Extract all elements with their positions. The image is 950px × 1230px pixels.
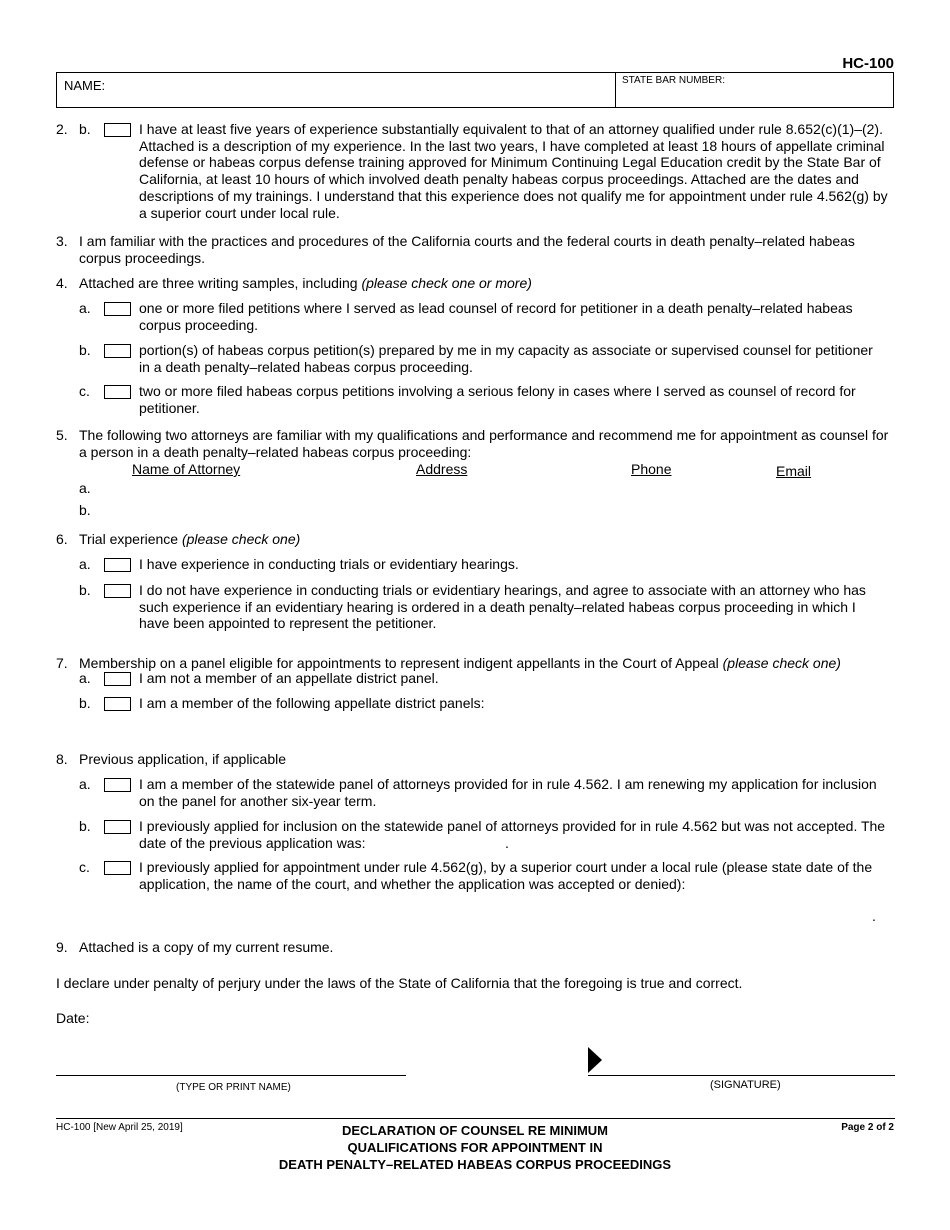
item-8b-text: I previously applied for inclusion on the statewide panel of attorneys provided for in rule 4.562 but was not accepted. The date of the previous application was:	[139, 818, 886, 851]
signature-line[interactable]	[588, 1075, 895, 1076]
name-label: NAME:	[64, 78, 106, 93]
item-8c-letter: c.	[79, 859, 90, 875]
footer-rule	[56, 1118, 895, 1119]
item-4a-letter: a.	[79, 300, 91, 316]
item-2-number: 2.	[56, 121, 68, 137]
item-8b-period: .	[505, 835, 509, 851]
footer-revision: HC-100 [New April 25, 2019]	[56, 1122, 183, 1133]
item-7b-checkbox[interactable]	[104, 697, 131, 711]
item-6a-letter: a.	[79, 556, 91, 572]
declaration-text: I declare under penalty of perjury under the laws of the State of California that the foregoing is true and correct.	[56, 975, 743, 991]
item-4b-text: portion(s) of habeas corpus petition(s) prepared by me in my capacity as associate or supervised counsel for petitioner in a death penalty–related habeas corpus proceeding.	[139, 342, 873, 375]
item-8c-checkbox[interactable]	[104, 861, 131, 875]
print-name-line[interactable]	[56, 1075, 406, 1076]
item-8a-letter: a.	[79, 776, 91, 792]
item-6-number: 6.	[56, 531, 68, 547]
item-5b-letter: b.	[79, 502, 91, 518]
header-fields	[56, 72, 894, 108]
item-8-text: Previous application, if applicable	[79, 751, 287, 767]
item-5-number: 5.	[56, 427, 68, 443]
item-7-note: (please check one)	[722, 655, 841, 671]
item-6-note: (please check one)	[181, 531, 301, 547]
item-6b-text: I do not have experience in conducting trials or evidentiary hearings, and agree to associate with an attorney who has such experience if an evidentiary hearing is ordered in a death penalty–related habeas corpus proceeding in which I have been appointed to represent the petitioner.	[139, 582, 866, 632]
item-8c-period: .	[872, 908, 876, 924]
item-9-number: 9.	[56, 939, 68, 955]
signature-arrow-icon	[588, 1047, 602, 1073]
form-number: HC-100	[842, 55, 894, 72]
item-8c-text: I previously applied for appointment under rule 4.562(g), by a superior court under a local rule (please state date of the application, the name of the court, and whether the application was accepted or denied):	[139, 859, 873, 892]
signature-label: (SIGNATURE)	[710, 1079, 781, 1091]
item-6a-checkbox[interactable]	[104, 558, 131, 572]
item-4c-text: two or more filed habeas corpus petitions involving a serious felony in cases where I served as counsel of record for petitioner.	[139, 383, 856, 416]
item-4b-checkbox[interactable]	[104, 344, 131, 358]
column-address: Address	[416, 461, 468, 477]
column-name-of-attorney: Name of Attorney	[132, 461, 241, 477]
item-6-text: Trial experience	[79, 531, 179, 547]
item-2b-checkbox[interactable]	[104, 123, 131, 137]
item-7b-text: I am a member of the following appellate district panels:	[139, 695, 485, 711]
item-7-text: Membership on a panel eligible for appointments to represent indigent appellants in the Court of Appeal	[79, 655, 719, 671]
item-7-number: 7.	[56, 655, 68, 671]
item-8a-text: I am a member of the statewide panel of attorneys provided for in rule 4.562. I am renewing my application for inclusion on the panel for another six-year term.	[139, 776, 877, 809]
item-4-note: (please check one or more)	[361, 275, 532, 291]
item-4c-letter: c.	[79, 383, 90, 399]
item-3-number: 3.	[56, 233, 68, 249]
state-bar-number-label: STATE BAR NUMBER:	[622, 75, 725, 86]
item-8-number: 8.	[56, 751, 68, 767]
item-7a-checkbox[interactable]	[104, 672, 131, 686]
item-7b-letter: b.	[79, 695, 91, 711]
footer-title-line-2: QUALIFICATIONS FOR APPOINTMENT IN	[347, 1140, 603, 1155]
footer-title-line-3: DEATH PENALTY–RELATED HABEAS CORPUS PROCEEDINGS	[278, 1157, 672, 1172]
item-6b-checkbox[interactable]	[104, 584, 131, 598]
footer-title-line-1: DECLARATION OF COUNSEL RE MINIMUM	[341, 1123, 608, 1138]
item-8b-checkbox[interactable]	[104, 820, 131, 834]
print-name-label: (TYPE OR PRINT NAME)	[176, 1082, 291, 1093]
item-7a-text: I am not a member of an appellate district panel.	[139, 670, 439, 686]
item-2b-letter: b.	[79, 121, 91, 137]
item-4-text: Attached are three writing samples, including	[79, 275, 358, 291]
item-8a-checkbox[interactable]	[104, 778, 131, 792]
item-3-text: I am familiar with the practices and procedures of the California courts and the federal courts in death penalty–related habeas corpus proceedings.	[79, 233, 855, 266]
date-label: Date:	[56, 1010, 90, 1026]
column-email: Email	[776, 463, 812, 479]
item-5-text: The following two attorneys are familiar with my qualifications and performance and recommend me for appointment as counsel for a person in a death penalty–related habeas corpus proceeding:	[79, 427, 889, 460]
item-4-heading	[79, 275, 879, 292]
item-9-text: Attached is a copy of my current resume.	[79, 939, 334, 955]
item-7a-letter: a.	[79, 670, 91, 686]
item-4c-checkbox[interactable]	[104, 385, 131, 399]
item-8b-letter: b.	[79, 818, 91, 834]
item-4b-letter: b.	[79, 342, 91, 358]
footer-title	[240, 1122, 710, 1173]
item-2b-text: I have at least five years of experience substantially equivalent to that of an attorney qualified under rule 8.652(c)(1)–(2). Attached is a description of my experience. In the last two years, I have completed at least 18 hours of appellate criminal defense or habeas corpus defense training approved for Minimum Continuing Legal Education credit by the State Bar of California, at least 10 hours of which involved death penalty habeas corpus proceedings. Attached are the dates and descriptions of my trainings. I understand that this experience does not qualify me for appointment under rule 4.562(g) by a superior court under local rule.	[139, 121, 888, 221]
column-phone: Phone	[631, 461, 672, 477]
item-5a-letter: a.	[79, 480, 91, 496]
page-number: Page 2 of 2	[841, 1122, 894, 1133]
name-field[interactable]	[57, 73, 616, 107]
item-4a-checkbox[interactable]	[104, 302, 131, 316]
item-6b-letter: b.	[79, 582, 91, 598]
item-6a-text: I have experience in conducting trials or evidentiary hearings.	[139, 556, 519, 572]
item-6-heading	[79, 531, 879, 548]
item-4-number: 4.	[56, 275, 68, 291]
item-4a-text: one or more filed petitions where I served as lead counsel of record for petitioner in a death penalty–related habeas corpus proceeding.	[139, 300, 853, 333]
